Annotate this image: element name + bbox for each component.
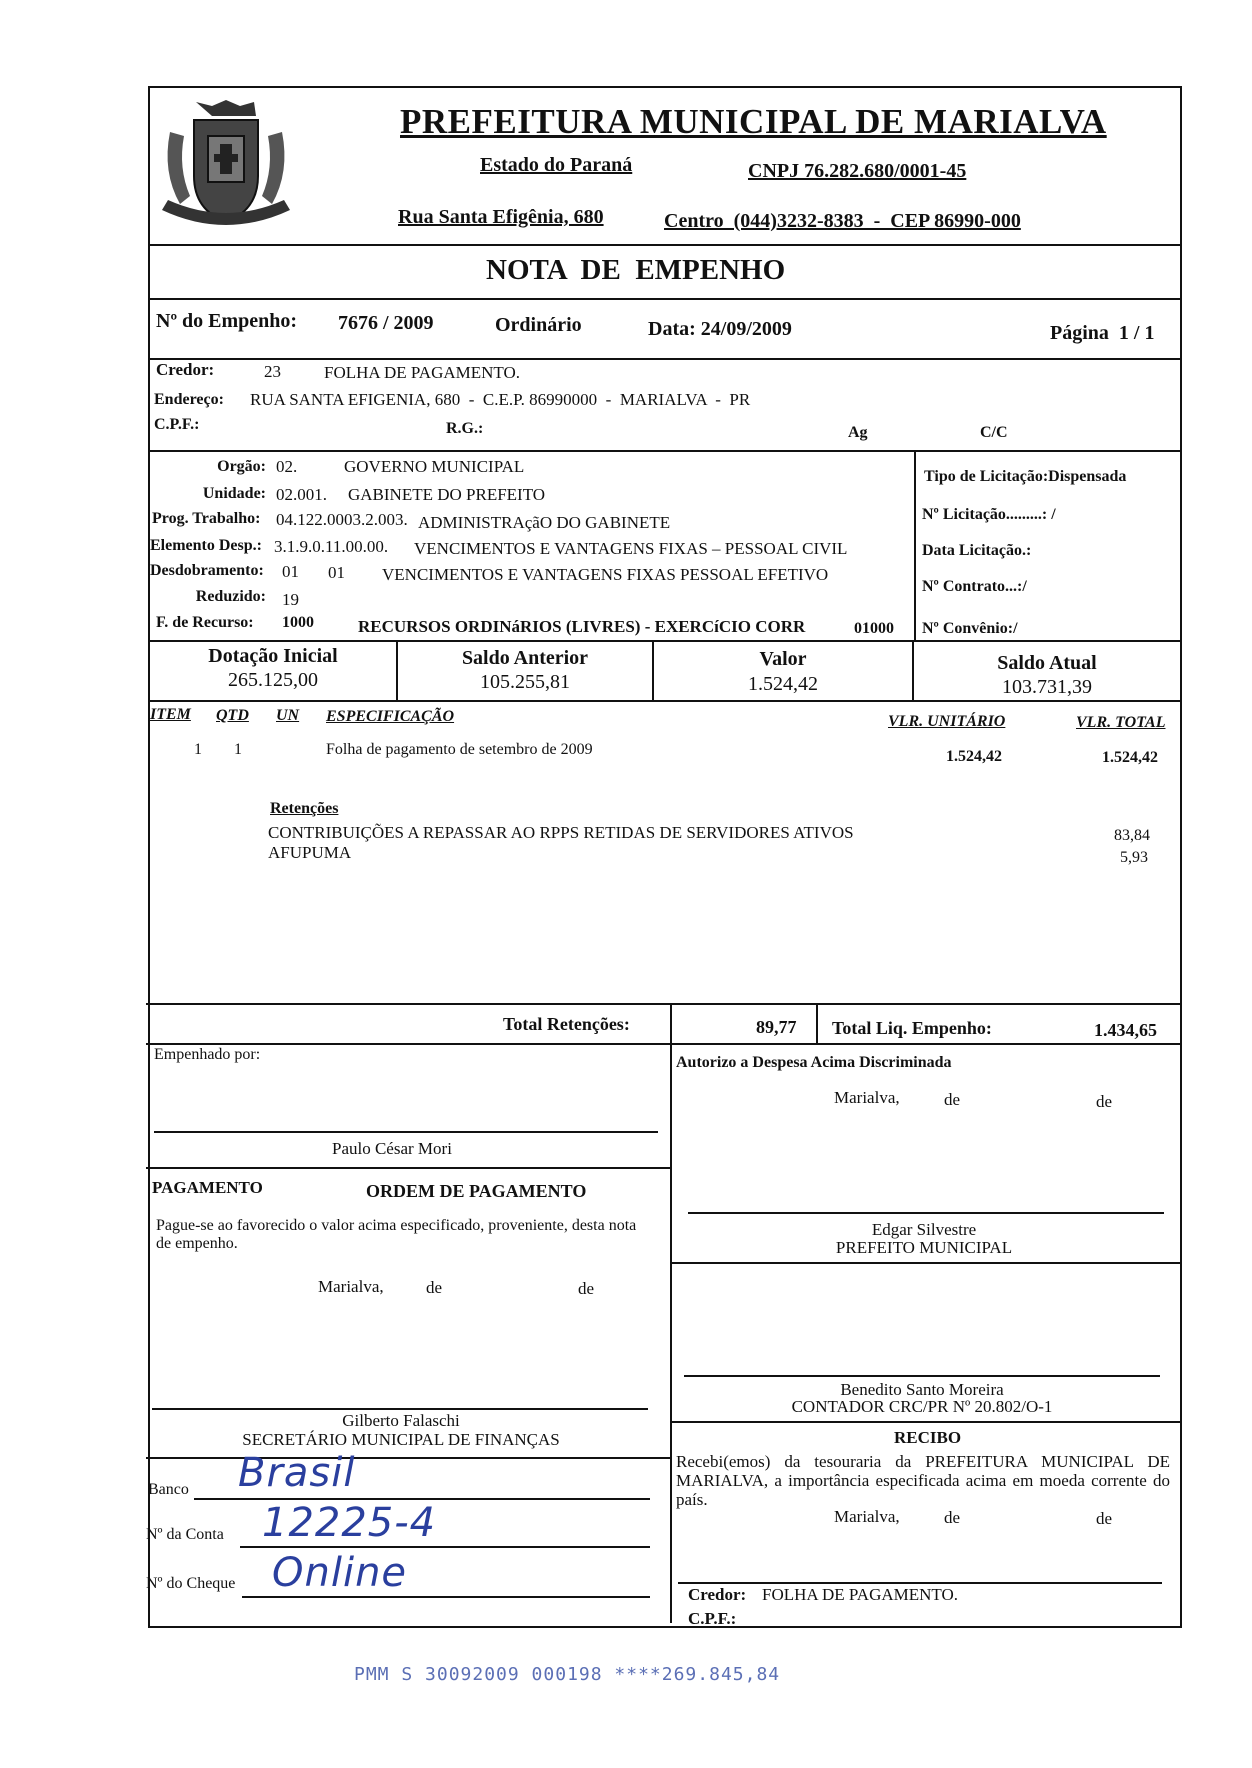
pagamento-de1: de: [426, 1278, 443, 1297]
coat-of-arms-logo: [156, 92, 296, 240]
autorizo-label: Autorizo a Despesa Acima Discriminada: [676, 1054, 952, 1071]
recibo-credor-label: Credor:: [688, 1585, 747, 1604]
total-retencoes-label: Total Retenções:: [503, 1014, 630, 1034]
autorizo-place: Marialva,: [834, 1088, 900, 1107]
total-liquido-value: 1.434,65: [1094, 1020, 1157, 1040]
doc-title: NOTA DE EMPENHO: [486, 254, 786, 286]
recibo-de2: de: [1096, 1509, 1113, 1528]
anterior-value: 105.255,81: [480, 671, 570, 693]
divider: [148, 244, 1182, 246]
unidade-name: GABINETE DO PREFEITO: [348, 485, 546, 504]
prog-label: Prog. Trabalho:: [152, 510, 261, 527]
col-header-un: UN: [276, 707, 300, 724]
licitacao-numero: Nº Licitação.........: /: [922, 506, 1056, 523]
conta-value: 12225-4: [262, 1500, 437, 1546]
unidade-label: Unidade:: [202, 485, 266, 502]
licitacao-tipo: Tipo de Licitação:Dispensada: [924, 468, 1127, 485]
banco-value: Brasil: [238, 1450, 356, 1496]
desd-name: VENCIMENTOS E VANTAGENS FIXAS PESSOAL EFETIVO: [382, 565, 829, 584]
pagamento-place: Marialva,: [318, 1277, 384, 1296]
cheque-label: Nº do Cheque: [146, 1575, 236, 1592]
signature-line: [154, 1131, 658, 1133]
prog-name: ADMINISTRAçãO DO GABINETE: [418, 513, 671, 532]
total-liquido-label: Total Liq. Empenho:: [832, 1018, 992, 1038]
recibo-text: Recebi(emos) da tesouraria da PREFEITURA MUNICIPAL DE MARIALVA, a importância especificada acima em moeda corrente do país.: [676, 1452, 1170, 1509]
licitacao-data: Data Licitação.:: [922, 542, 1032, 559]
secretario-name: Gilberto Falaschi: [342, 1411, 460, 1430]
divider: [148, 640, 1182, 642]
total-retencoes-value: 89,77: [756, 1017, 797, 1037]
col-header-item: ITEM: [150, 706, 191, 723]
credor-name: FOLHA DE PAGAMENTO.: [324, 363, 520, 382]
ag-label: Ag: [848, 424, 868, 441]
signature-line: [152, 1408, 648, 1410]
elem-code: 3.1.9.0.11.00.00.: [274, 537, 389, 556]
divider: [146, 1043, 1182, 1045]
printer-stamp: PMM S 30092009 000198 ****269.845,84: [354, 1664, 781, 1685]
pagamento-de2: de: [578, 1279, 595, 1298]
divider: [670, 1003, 672, 1623]
divider: [672, 1421, 1182, 1423]
recibo-label: RECIBO: [894, 1428, 962, 1447]
orgao-code: 02.: [276, 457, 298, 476]
contador-role: CONTADOR CRC/PR Nº 20.802/O-1: [791, 1397, 1053, 1416]
fonte-name: RECURSOS ORDINáRIOS (LIVRES) - EXERCíCIO CORR: [358, 617, 806, 636]
anterior-label: Saldo Anterior: [461, 647, 589, 669]
col-header-total: VLR. TOTAL: [1076, 714, 1166, 731]
desd-label: Desdobramento:: [150, 562, 264, 579]
retencao-desc: AFUPUMA: [268, 843, 352, 862]
header-cnpj: CNPJ 76.282.680/0001-45: [748, 160, 967, 182]
item-total: 1.524,42: [1102, 749, 1158, 766]
elem-label: Elemento Desp.:: [150, 537, 262, 554]
autorizo-de1: de: [944, 1090, 961, 1109]
desd-code1: 01: [282, 562, 299, 581]
credor-code: 23: [264, 362, 281, 381]
item-espec: Folha de pagamento de setembro de 2009: [326, 741, 593, 758]
dotacao-value: 265.125,00: [228, 669, 318, 691]
signature-line: [684, 1375, 1160, 1377]
cpf-label: C.P.F.:: [154, 416, 200, 433]
ordem-pagamento-label: ORDEM DE PAGAMENTO: [366, 1181, 587, 1201]
cc-label: C/C: [980, 424, 1008, 441]
unidade-code: 02.001.: [276, 485, 327, 504]
atual-value: 103.731,39: [1002, 676, 1092, 698]
empenho-number: 7676 / 2009: [338, 312, 434, 334]
fonte-code: 1000: [282, 614, 314, 631]
retencao-value: 5,93: [1120, 849, 1148, 866]
retencoes-label: Retenções: [270, 800, 339, 817]
valor-label: Valor: [759, 648, 807, 670]
divider: [914, 450, 916, 640]
pagamento-text: Pague-se ao favorecido o valor acima especificado, proveniente, desta nota de empenho.: [156, 1217, 637, 1252]
header-state: Estado do Paraná: [480, 154, 633, 176]
atual-label: Saldo Atual: [997, 652, 1097, 674]
divider: [146, 1167, 670, 1169]
licitacao-convenio: Nº Convênio:/: [922, 620, 1018, 637]
retencao-desc: CONTRIBUIÇÕES A REPASSAR AO RPPS RETIDAS DE SERVIDORES ATIVOS: [268, 823, 854, 842]
divider: [148, 700, 1182, 702]
credor-label: Credor:: [156, 360, 215, 379]
item-number: 1: [194, 741, 202, 758]
valor-value: 1.524,42: [748, 673, 818, 695]
col-header-espec: ESPECIFICAÇÃO: [326, 708, 455, 725]
col-header-qtd: QTD: [216, 707, 249, 724]
recibo-de1: de: [944, 1508, 961, 1527]
header-title: PREFEITURA MUNICIPAL DE MARIALVA: [400, 102, 1107, 141]
conta-line: [240, 1546, 650, 1548]
dotacao-label: Dotação Inicial: [208, 645, 338, 667]
empenho-page: Página 1 / 1: [1050, 322, 1155, 344]
contador-name: Benedito Santo Moreira: [840, 1380, 1004, 1399]
empenhado-name: Paulo César Mori: [332, 1139, 452, 1158]
recibo-place: Marialva,: [834, 1507, 900, 1526]
divider: [148, 450, 1182, 452]
signature-line: [688, 1212, 1164, 1214]
recibo-credor-value: FOLHA DE PAGAMENTO.: [762, 1585, 958, 1604]
retencao-value: 83,84: [1114, 827, 1150, 844]
autorizo-de2: de: [1096, 1092, 1113, 1111]
divider: [148, 358, 1182, 360]
prefeito-role: PREFEITO MUNICIPAL: [835, 1238, 1013, 1257]
licitacao-contrato: Nº Contrato...:/: [922, 578, 1027, 595]
divider: [816, 1005, 818, 1043]
cheque-line: [242, 1596, 650, 1598]
divider: [146, 1457, 670, 1459]
empenho-label: Nº do Empenho:: [156, 310, 298, 332]
endereco-value: RUA SANTA EFIGENIA, 680 - C.E.P. 86990000 - MARIALVA - PR: [250, 390, 751, 409]
elem-name: VENCIMENTOS E VANTAGENS FIXAS – PESSOAL CIVIL: [414, 539, 848, 558]
empenho-date: Data: 24/09/2009: [648, 318, 792, 340]
header-street: Rua Santa Efigênia, 680: [398, 206, 604, 228]
reduz-label: Reduzido:: [195, 588, 266, 605]
empenho-type: Ordinário: [495, 314, 582, 336]
prefeito-name: Edgar Silvestre: [871, 1220, 977, 1239]
rg-label: R.G.:: [446, 420, 484, 437]
banco-label: Banco: [148, 1481, 189, 1498]
signature-line: [678, 1582, 1162, 1584]
desd-code2: 01: [328, 563, 345, 582]
secretario-role: SECRETÁRIO MUNICIPAL DE FINANÇAS: [242, 1430, 560, 1449]
endereco-label: Endereço:: [154, 391, 224, 408]
fonte-label: F. de Recurso:: [156, 614, 254, 631]
reduz-code: 19: [282, 590, 299, 609]
item-unit: 1.524,42: [946, 748, 1002, 765]
pagamento-label: PAGAMENTO: [152, 1178, 263, 1197]
divider: [672, 1262, 1182, 1264]
orgao-name: GOVERNO MUNICIPAL: [344, 457, 525, 476]
orgao-label: Orgão:: [217, 458, 266, 475]
divider: [148, 298, 1182, 300]
fonte-extra: 01000: [854, 620, 894, 637]
empenhado-label: Empenhado por:: [154, 1046, 261, 1063]
col-header-unit: VLR. UNITÁRIO: [888, 713, 1006, 730]
conta-label: Nº da Conta: [146, 1526, 224, 1543]
divider: [146, 1003, 1182, 1005]
cheque-value: Online: [272, 1550, 408, 1596]
header-contact: Centro (044)3232-8383 - CEP 86990-000: [664, 210, 1021, 232]
prog-code: 04.122.0003.2.003.: [276, 510, 408, 529]
item-qtd: 1: [234, 741, 242, 758]
recibo-cpf-label: C.P.F.:: [688, 1609, 737, 1628]
